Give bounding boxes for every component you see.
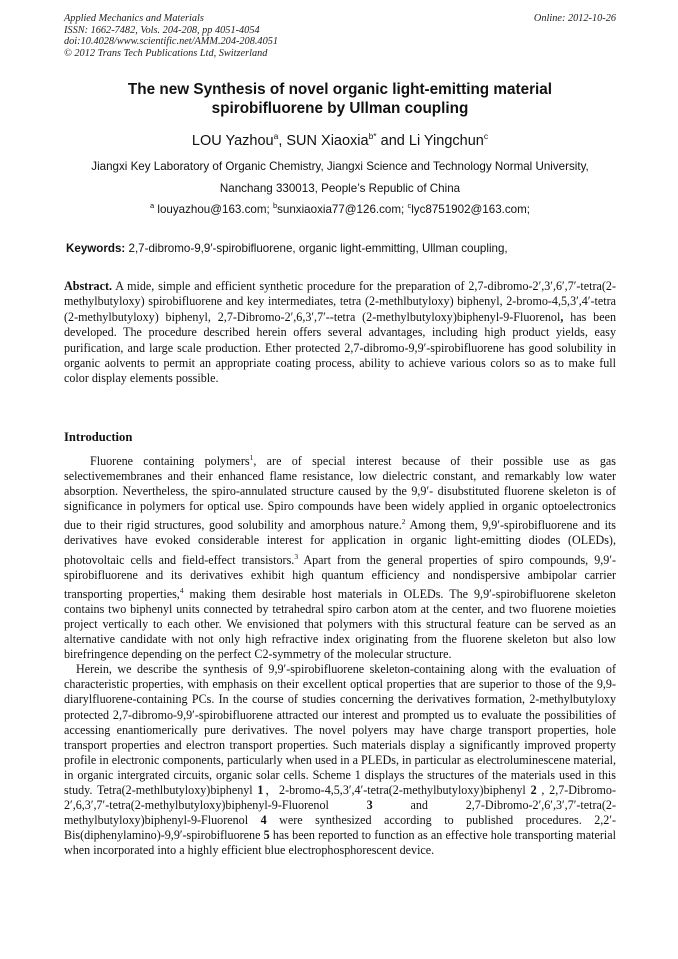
affiliation-line-2: Nanchang 330013, People’s Republic of China [219, 182, 461, 195]
journal-header [64, 13, 616, 59]
compound-number-5: 5 [263, 828, 270, 843]
issn-line: ISSN: 1662-7482, Vols. 204-208, pp 4051-4054 [64, 24, 260, 36]
abstract-text: A mide, simple and efficient synthetic procedure for the preparation of 2,7-dibromo-2′,3′,6′,7′-tetra(2-methylbutyloxy) spirobifluorene and key intermediates, tetra (2-methlbutyloxy) biphenyl, 2-bromo-4,5,3′,4′-tetra (2-methylbutyloxy) biphenyl, 2,7-Dibromo-2′,6,3′,7′--tetra (2-methylbutyloxy)biphenyl-9-Fluorenol [64, 279, 616, 324]
compound-number-2: 2 [530, 782, 537, 797]
intro-p2-text: ，2-bromo-4,5,3′,4′-tetra(2-methylbutyloxy)biphenyl [263, 782, 531, 797]
intro-p1-text: , are of special interest because of their possible use as gas selectivemembranes and their enhanced flame resistance, low dielectric constant, and remarkably low water absorption. Nevertheless, the spiro-annulated structure caused by the 9,9′- disubstituted fluorene skeleton is of significance in polymers for optical use. Spiro compounds have been widely applied in organic optoelectronics due to their rigid structures, good solubility and amorphous nature. [64, 454, 616, 533]
compound-number-4: 4 [260, 813, 267, 828]
abstract [64, 279, 616, 387]
compound-number-1: 1 [257, 782, 264, 797]
affiliation-line-1: Jiangxi Key Laboratory of Organic Chemistry, Jiangxi Science and Technology Normal University, [91, 160, 589, 173]
author-2: SUN Xiaoxia [286, 133, 369, 149]
abstract-label: Abstract. [64, 279, 113, 293]
intro-paragraph-2 [64, 662, 616, 858]
email-sup-c: c [407, 201, 412, 210]
intro-p1-text: Among them, 9,9′-spirobifluorene and its derivatives have evoked considerable interest for application in organic light-emitting diodes (OLEDs), photovoltaic cells and field-effect transistors. [64, 518, 617, 567]
email-sup-b: b [272, 201, 278, 210]
keywords-label: Keywords: [66, 242, 126, 255]
citation-1: 1 [249, 453, 254, 462]
intro-p2-text: were synthesized according to published procedures. 2,2′-Bis(diphenylamino)-9,9′-spirobifluorene [64, 813, 616, 843]
abstract-text-2: has been developed. The procedure described herein offers several advantages, including high product yields, easy purification, and large scale production. Ether protected 2,7-dibromo-9,9′-spirobifluorene has good solubility in organic aolvents to permit an appropriate coating process, ability to achieve various colors so as to make full color display elements possible. [64, 309, 616, 386]
intro-p2-text: Herein, we describe the synthesis of 9,9′-spirobifluorene skeleton-containing along with the evaluation of characteristic properties, with emphasis on their excellent optical properties that are superior to those of the 9,9-diarylfluorene-containing PCs. In the course of studies concerning the derivatives formation, 2-methylbutyloxy protected 2,7-dibromo-9,9′-spirobifluorene attracted our interest and prompted us to evaluate the possibilities of accessing enantiomerically pure derivatives. The novel polyers may have charge transport properties, hole transport properties and electron transport properties. Such materials display a significantly improved property profile in electronic components, particularly when used in a PLEDs, in particular as electroluminescene material, in organic intergrated circuits, organic solar cells. Scheme 1 displays the structures of the materials used in this study. Tetra(2-methlbutyloxy)biphenyl [64, 662, 616, 797]
copyright-line: © 2012 Trans Tech Publications Ltd, Switzerland [64, 47, 268, 59]
author-sep-1: , [278, 133, 287, 149]
intro-p2-text: , 2,7-Dibromo-2′,6,3′,7′-tetra(2-methylbutyloxy)biphenyl-9-Fluorenol [64, 782, 616, 813]
intro-p1-text: Fluorene containing polymers [90, 454, 250, 468]
author-1: LOU Yazhou [191, 133, 274, 149]
compound-number-3: 3 [366, 798, 373, 813]
email-c: lyc8751902@163.com; [411, 203, 530, 216]
introduction-body [64, 450, 616, 858]
keywords-text: 2,7-dibromo-9,9′-spirobifluorene, organic light-emmitting, Ullman coupling, [125, 242, 508, 255]
email-sup-a: a [150, 201, 155, 210]
keywords [66, 242, 618, 256]
affiliation [60, 156, 620, 200]
author-list [64, 127, 616, 150]
doi-line: doi:10.4028/www.scientific.net/AMM.204-208.4051 [64, 36, 279, 48]
intro-p1-text: making them desirable host materials in OLEDs. The 9,9′-spirobifluorene skeleton contains two biphenyl units connected by tetrahedral spiro carbon atom at the center, and two fluorene moieties project vertically to each other. We envisioned that polymers with this structural feature can be served as an alternative candidate with not only high refractive index originating from the fluorene skeleton but also low birefringence depending on the perfect C2-symmetry of the molecular structure. [64, 586, 616, 662]
section-heading-introduction: Introduction [64, 430, 133, 444]
intro-paragraph-1 [64, 450, 616, 662]
email-a: louyazhou@163.com; [154, 203, 273, 216]
citation-4: 4 [179, 585, 184, 595]
intro-p1-text: Apart from the general properties of spiro compounds, 9,9′-spirobifluorene and its derivatives exhibit high quantum efficiency and nondispersive ambipolar carrier transporting properties, [64, 552, 616, 601]
author-3-sup: c [483, 131, 489, 141]
online-date: Online: 2012-10-26 [533, 13, 616, 24]
citation-2: 2 [401, 517, 406, 527]
title-line-2: spirobifluorene by Ullman coupling [211, 100, 469, 117]
email-b: sunxiaoxia77@126.com; [277, 203, 408, 216]
author-3: Li Yingchun [408, 133, 484, 149]
author-2-sup: b* [368, 131, 377, 141]
author-sep-2: and [376, 133, 409, 149]
citation-3: 3 [294, 551, 299, 561]
paper-title [64, 80, 616, 118]
abstract-bold-comma: , [560, 309, 564, 324]
journal-name: Applied Mechanics and Materials [64, 13, 204, 24]
author-emails [64, 199, 616, 217]
intro-p2-text: has been reported to function as an effective hole transporting material when incorporated into a highly efficient blue electrophosphorescent device. [64, 828, 617, 858]
intro-p2-text: and 2,7-Dibromo-2′,6′,3′,7′-tetra(2-methylbutyloxy)biphenyl-9-Fluorenol [64, 798, 616, 828]
title-line-1: The new Synthesis of novel organic light-emitting material [127, 81, 553, 98]
author-1-sup: a [273, 131, 279, 141]
